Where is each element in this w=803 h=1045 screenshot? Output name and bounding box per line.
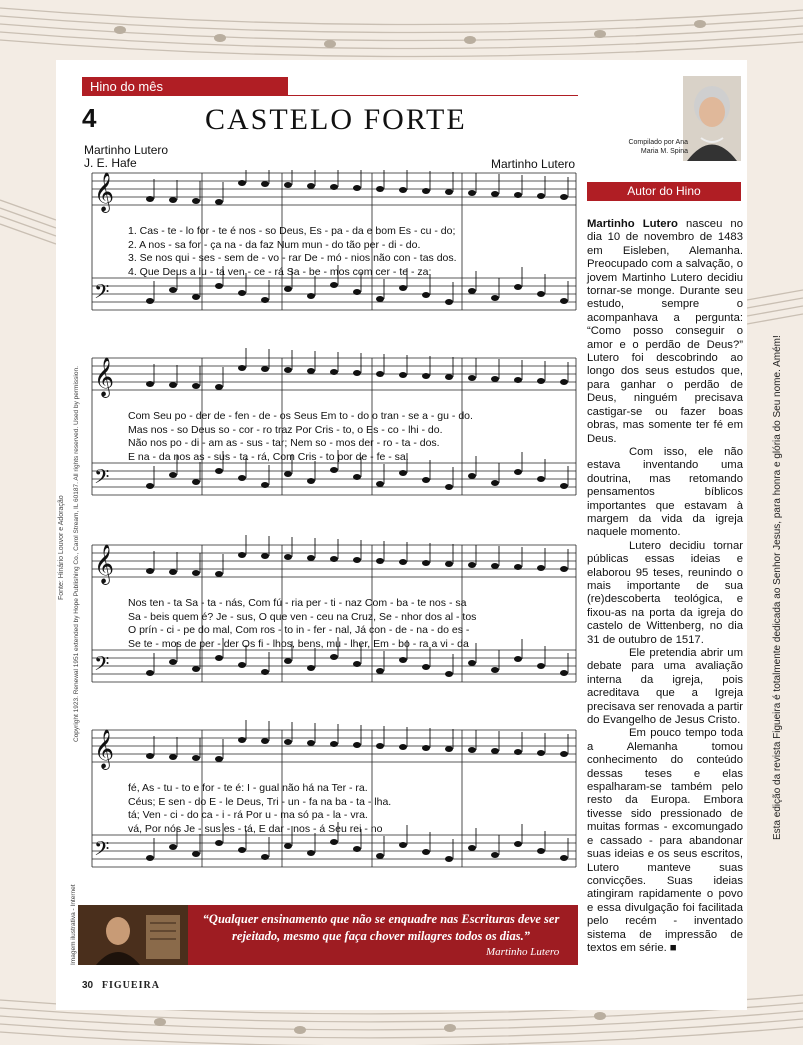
copyright-note: Copyright 1923. Renewal 1951 extended by Hope Publishing Co., Carol Stream, IL 60187. All rights reserved. Used by permission. xyxy=(73,366,80,742)
lyric-line: Nos ten - ta Sa - ta - nás, Com fú - ria per - ti - naz Com - ba - te nos - sa xyxy=(128,597,467,609)
svg-text:𝄞: 𝄞 xyxy=(94,172,115,212)
luther-portrait-image xyxy=(78,905,188,965)
svg-text:𝄞: 𝄞 xyxy=(94,357,115,397)
lyric-line: 2. A nos - sa for - ça na - da faz Num mun - do tão per - di - do. xyxy=(128,238,421,251)
magazine-name: FIGUEIRA xyxy=(101,980,160,991)
article-paragraph-5: Em pouco tempo toda a Alemanha tomou conhecimento do conteúdo dessas teses e elas espalharam-se também pelo resto da Europa. Embora tivesse sido pressionado de muitas formas - excomungado e cassado - para abandonar suas ideias e os seus escritos, Lutero manteve suas convicções. Suas ideias atingiram rapidamente o povo e essa divulgação foi facilitada pelo recém - inventado sistema de impressão de textos em série. ■ xyxy=(587,727,743,954)
compiler-photo xyxy=(683,76,741,161)
section-header: Hino do mês xyxy=(82,77,288,96)
article-paragraph-2: Com isso, ele não estava inventando uma doutrina, mas retomando pensamentos bíblicos importantes que estavam à margem da vida da igreja naquele momento. xyxy=(587,445,743,539)
source-note: Fonte: Hinário Louvor e Adoração xyxy=(58,495,65,600)
dedication-caption: Esta edição da revista Figueira é totalmente dedicada ao Senhor Jesus, para honra e glória do Seu nome. Amém! xyxy=(772,335,783,840)
author-section-title: Autor do Hino xyxy=(587,182,741,201)
music-composer-credit: Martinho Lutero xyxy=(491,157,576,171)
lyric-line: 3. Se nos qui - ses - sem de - vo - rar De - mó - nios não con - tas dos. xyxy=(128,252,457,264)
quote-signature: Martinho Lutero xyxy=(486,946,560,958)
music-arranger-credit: J. E. Hafe xyxy=(84,156,137,170)
lyric-line: Não nos po - di - am as - sus - tar; Nem so - mos der - ro - ta - dos. xyxy=(128,437,440,449)
article-paragraph-4: Ele pretendia abrir um debate para uma avaliação interna da igreja, pois acreditava que a Igreja precisava ser renovada a partir do Evangelho de Jesus Cristo. xyxy=(587,647,743,727)
author-article xyxy=(587,218,743,955)
lyric-line: Céus; E sen - do E - le Deus, Tri - un - fa na ba - ta - lha. xyxy=(128,795,392,808)
lyric-line: 1. Cas - te - lo for - te é nos - so Deus, Es - pa - da e bom Es - cu - do; xyxy=(128,225,456,237)
lyric-line: Com Seu po - der de - fen - de - os Seus Em to - do o tran - se a - gu - do. xyxy=(128,410,473,422)
image-credit-note: Imagem ilustrativa - Internet xyxy=(70,884,77,965)
svg-text:𝄢: 𝄢 xyxy=(94,652,110,680)
svg-text:𝄞: 𝄞 xyxy=(94,729,115,769)
lyric-line: fé, As - tu - to e for - te é: I - gual não há na Ter - ra. xyxy=(128,782,368,794)
lyric-line: O prín - ci - pe do mal, Com ros - to in - fer - nal, Já con - de - na - do es - xyxy=(128,624,470,636)
lyric-line: 4. Que Deus a lu - ta ven - ce - rá Sa - be - mos com cer - te - za; xyxy=(128,265,432,278)
lyric-line: E na - da nos as - sus - ta - rá, Com Cris - to por de - fe - sa. xyxy=(128,450,409,463)
compiled-by: Compilado por Ana Maria M. Spina xyxy=(628,139,688,155)
text-author-credit: Martinho Lutero xyxy=(84,143,169,157)
svg-text:𝄢: 𝄢 xyxy=(94,465,110,493)
svg-text:𝄢: 𝄢 xyxy=(94,280,110,308)
svg-text:𝄢: 𝄢 xyxy=(94,837,110,865)
lyric-line: vá, Por nós Je - sus es - tá, E dar - nos - á Seu rei - no xyxy=(128,822,383,835)
lyric-line: Se te - mos de per - der Os fi - lhos, bens, mu - lher, Em - bo - ra a vi - da xyxy=(128,637,469,650)
quote-text: “Qualquer ensinamento que não se enquadre nas Escrituras deve ser rejeitado, mesmo que faça chover milagres todos os dias.” xyxy=(202,912,560,943)
page-footer xyxy=(82,980,160,991)
header-rule xyxy=(288,95,578,96)
lyric-line: tá; Ven - ci - do ca - i - rá Por u - ma só pa - la - vra. xyxy=(128,809,368,821)
page-number: 30 xyxy=(82,980,94,991)
article-lead: Martinho Lutero xyxy=(587,218,678,230)
hymn-title: CASTELO FORTE xyxy=(205,103,467,136)
quote-banner xyxy=(78,905,578,965)
article-paragraph-3: Lutero decidiu tornar públicas essas ideias e elaborou 95 teses, reunindo o mais importante de sua (re)descoberta teológica, e fixou-as na porta da igreja do castelo de Wittenberg, no dia 31 de outubro de 1517. xyxy=(587,539,743,646)
article-paragraph-1: nasceu no dia 10 de novembro de 1483 em Eisleben, Alemanha. Preocupado com a salvação, o jovem Martinho Lutero decidiu tornar-se monge. Durante seu estudo, sempre o acompanhava a pergunta: “Como posso conseguir o amor e o perdão de Deus?” Lutero foi descobrindo ao longo dos seus estudos que, para ganhar o perdão de Deus, ninguém precisava castigar-se ou fazer boas obras, mas somente ter fé em Deus. xyxy=(587,218,743,445)
svg-text:𝄞: 𝄞 xyxy=(94,544,115,584)
hymn-number: 4 xyxy=(82,103,97,133)
lyric-line: Mas nos - so Deus so - cor - ro traz Por Cris - to, o Es - co - lhi - do. xyxy=(128,423,443,436)
lyric-line: Sa - beis quem é? Je - sus, O que ven - ceu na Cruz, Se - nhor dos al - tos xyxy=(128,610,477,623)
